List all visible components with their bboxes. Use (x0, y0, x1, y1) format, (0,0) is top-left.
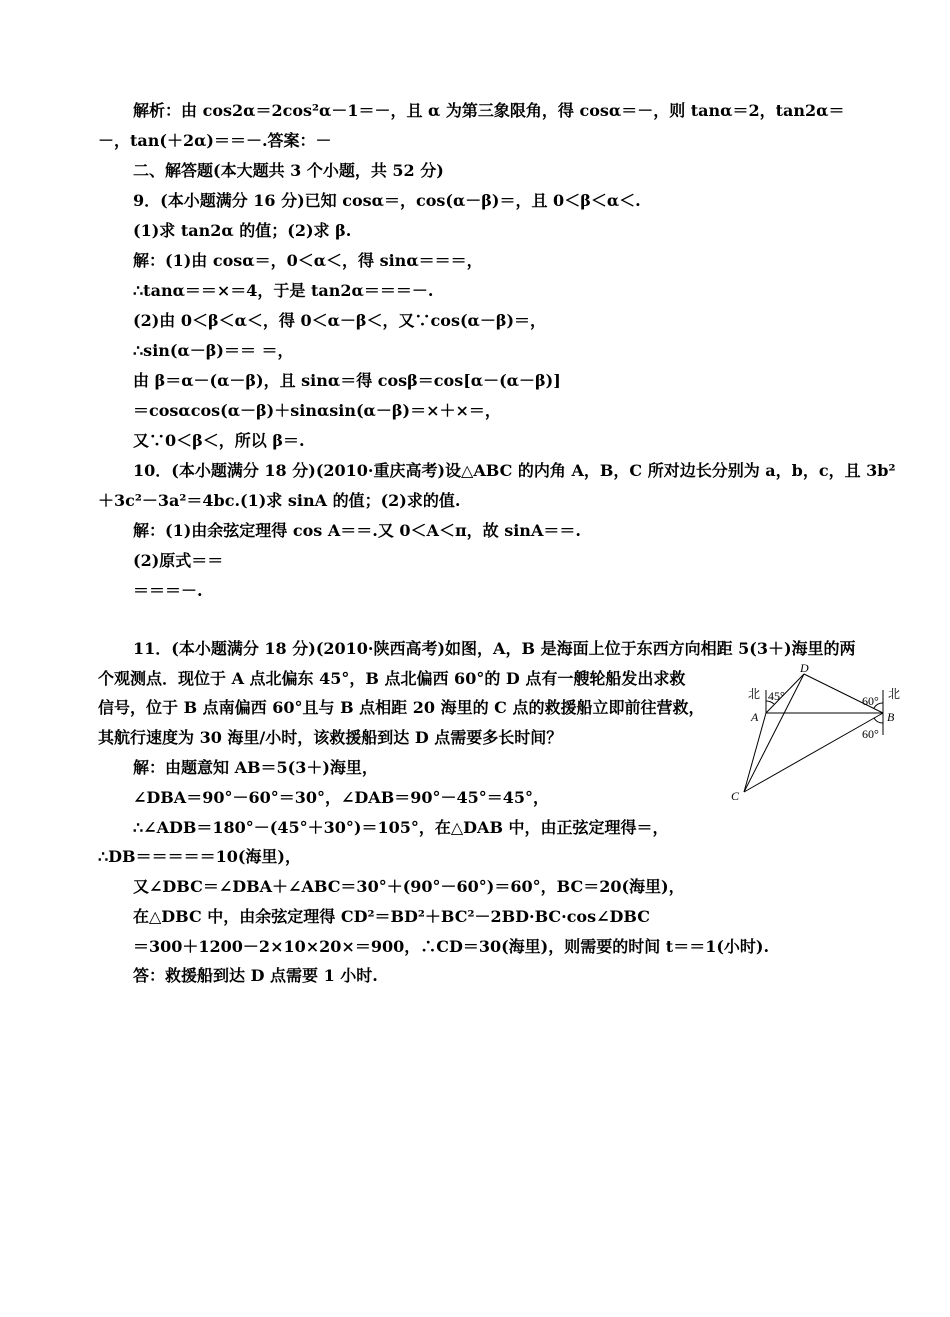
label-b: B (887, 710, 895, 724)
problem-11-line-2: 个观测点．现位于 A 点北偏东 45°，B 点北偏西 60°的 D 点有一艘轮船发出求救 (98, 669, 686, 688)
problem-10-statement: 10．(本小题满分 18 分)(2010·重庆高考)设△ABC 的内角 A，B，C 所对边长分别为 a，b，c，且 3b² (133, 461, 896, 480)
text-line-25: ∴DB＝＝＝＝＝10(海里)， (98, 847, 301, 866)
label-d: D (800, 661, 809, 675)
label-c: C (731, 789, 740, 803)
answer-line: 答：救援船到达 D 点需要 1 小时. (133, 966, 378, 985)
problem-9-questions: (1)求 tan2α 的值；(2)求 β. (133, 221, 352, 240)
problem-11-statement: 11．(本小题满分 18 分)(2010·陕西高考)如图，A，B 是海面上位于东西方向相距 5(3＋)海里的两 (133, 639, 856, 658)
label-north-b: 北 (888, 687, 901, 701)
section-heading: 二、解答题(本大题共 3 个小题，共 52 分) (133, 161, 444, 180)
label-angle-60-bottom: 60° (862, 727, 879, 741)
segment-cb (744, 713, 883, 792)
text-line-23: ∠DBA＝90°－60°＝30°，∠DAB＝90°－45°＝45°， (133, 788, 550, 807)
label-angle-60-top: 60° (862, 694, 879, 708)
text-line-9: ∴sin(α－β)＝＝ ＝， (133, 341, 294, 360)
label-a: A (751, 710, 759, 724)
text-line-12: 又∵0＜β＜，所以 β＝. (133, 431, 305, 450)
text-line-6: 解：(1)由 cosα＝，0＜α＜，得 sinα＝＝＝， (133, 251, 483, 270)
text-line-1: 解析：由 cos2α＝2cos²α－1＝－，且 α 为第三象限角，得 cosα＝－，则 tanα＝2，tan2α＝ (133, 101, 845, 120)
label-north-a: 北 (748, 687, 761, 701)
segment-ca (744, 713, 766, 792)
problem-10-statement-cont: ＋3c²－3a²＝4bc.(1)求 sinA 的值；(2)求的值. (98, 491, 461, 510)
label-angle-45: 45° (768, 689, 785, 703)
text-line-24: ∴∠ADB＝180°－(45°＋30°)＝105°，在△DAB 中，由正弦定理得＝， (133, 818, 669, 837)
problem-9-statement: 9．(本小题满分 16 分)已知 cosα＝，cos(α－β)＝，且 0＜β＜α＜. (133, 191, 641, 210)
problem-11-line-3: 信号，位于 B 点南偏西 60°且与 B 点相距 20 海里的 C 点的救援船立即前往营救， (98, 698, 705, 717)
text-line-15: 解：(1)由余弦定理得 cos A＝＝.又 0＜A＜π，故 sinA＝＝. (133, 521, 581, 540)
text-line-27: 在△DBC 中，由余弦定理得 CD²＝BD²＋BC²－2BD·BC·cos∠DBC (133, 907, 650, 926)
text-line-22: 解：由题意知 AB＝5(3＋)海里， (133, 758, 378, 777)
text-line-8: (2)由 0＜β＜α＜，得 0＜α－β＜，又∵cos(α－β)＝， (133, 311, 547, 330)
text-line-16: (2)原式＝＝ (133, 551, 224, 570)
geometry-figure (728, 660, 908, 805)
text-line-7: ∴tanα＝＝×＝4，于是 tan2α＝＝＝－. (133, 281, 434, 300)
text-line-2: －，tan(＋2α)＝＝－.答案：－ (98, 131, 332, 150)
text-line-10: 由 β＝α－(α－β)，且 sinα＝得 cosβ＝cos[α－(α－β)] (133, 371, 561, 390)
text-line-11: ＝cosαcos(α－β)＋sinαsin(α－β)＝×＋×＝， (133, 401, 501, 420)
text-line-17: ＝＝＝－. (133, 581, 203, 600)
text-line-26: 又∠DBC＝∠DBA＋∠ABC＝30°＋(90°－60°)＝60°，BC＝20(海里)， (133, 877, 685, 896)
problem-11-line-4: 其航行速度为 30 海里/小时，该救援船到达 D 点需要多长时间？ (98, 728, 563, 747)
text-line-28: ＝300＋1200－2×10×20×＝900，∴CD＝30(海里)，则需要的时间 t＝＝1(小时). (133, 937, 770, 956)
angle-arc-b-bottom (874, 718, 883, 723)
